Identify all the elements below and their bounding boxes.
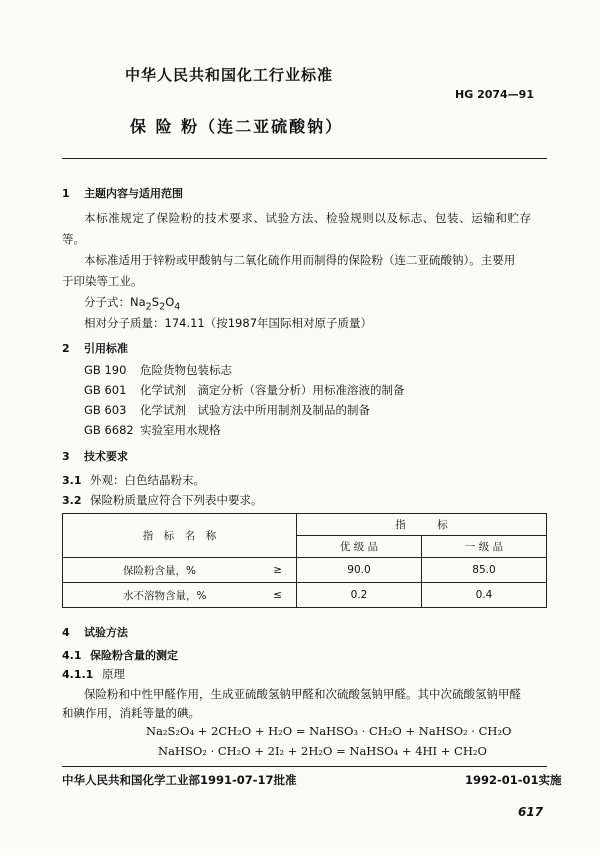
clause-3-1-number: 3.1 (62, 474, 82, 487)
reference-code: GB 603 (84, 403, 127, 417)
row-name: 保险粉含量，% (63, 558, 264, 583)
principle-line-1: 保险粉和中性甲醛作用，生成亚硫酸氢钠甲醛和次硫酸氢钠甲醛。其中次硫酸氢钠甲醛 (84, 687, 521, 701)
reference-item (84, 362, 232, 378)
formula-sub-2: 2 (159, 301, 166, 313)
reference-code: GB 601 (84, 383, 127, 397)
principle-line-2: 和碘作用，消耗等量的碘。 (62, 706, 200, 720)
section-1-number: 1 (62, 187, 70, 200)
reference-item (84, 382, 405, 398)
table-header-superior: 优 级 品 (297, 536, 422, 558)
clause-3-1 (62, 472, 205, 488)
formula-sub-3: 4 (174, 301, 181, 313)
reference-item (84, 422, 221, 438)
section-2-heading (62, 340, 128, 356)
section-3-title: 技术要求 (84, 450, 128, 463)
section-2-number: 2 (62, 342, 70, 355)
table-header-name: 指 标 名 称 (63, 514, 297, 558)
reference-text: 化学试剂 滴定分析（容量分析）用标准溶液的制备 (140, 383, 405, 397)
table-row (63, 558, 547, 583)
footer-divider (62, 766, 547, 767)
reference-text: 危险货物包装标志 (140, 363, 232, 377)
reference-text: 化学试剂 试验方法中所用制剂及制品的制备 (140, 403, 370, 417)
section-1-heading (62, 185, 183, 201)
applicability-paragraph-line-1: 本标准适用于锌粉或甲酸钠与二氧化硫作用而制得的保险粉（连二亚硫酸钠）。主要用 (84, 253, 516, 267)
reaction-equation-2: NaHSO₂ · CH₂O + 2I₂ + 2H₂O = NaHSO₄ + 4HI + CH₂O (158, 744, 487, 758)
section-4-title: 试验方法 (84, 626, 128, 639)
clause-4-1-number: 4.1 (62, 649, 82, 662)
effective-date: 1992-01-01实施 (465, 773, 562, 787)
clause-4-1-1-number: 4.1.1 (62, 668, 94, 681)
reference-code: GB 190 (84, 363, 127, 377)
section-2-title: 引用标准 (84, 342, 128, 355)
scope-paragraph-line-2: 等。 (62, 232, 85, 246)
clause-4-1-title: 保险粉含量的测定 (90, 649, 178, 662)
row-superior-value: 90.0 (297, 558, 422, 583)
reference-item (84, 402, 370, 418)
row-first-value: 0.4 (422, 583, 547, 608)
applicability-paragraph-line-2: 于印染等工业。 (62, 274, 143, 288)
section-1-title: 主题内容与适用范围 (84, 187, 183, 200)
standard-code: HG 2074—91 (455, 88, 534, 101)
clause-3-1-text: 外观：白色结晶粉末。 (90, 473, 205, 487)
row-operator: ≤ (264, 583, 297, 608)
molecular-mass: 相对分子质量：174.11（按1987年国际相对原子质量） (84, 316, 373, 330)
reaction-equation-1: Na₂S₂O₄ + 2CH₂O + H₂O = NaHSO₃ · CH₂O + NaHSO₂ · CH₂O (146, 724, 512, 738)
formula-label: 分子式： (84, 295, 130, 309)
formula-part-s: S (151, 295, 160, 309)
section-4-heading (62, 624, 128, 640)
header-divider (62, 158, 547, 159)
scope-paragraph-line-1: 本标准规定了保险粉的技术要求、试验方法、检验规则以及标志、包装、运输和贮存 (84, 211, 532, 225)
section-4-number: 4 (62, 626, 70, 639)
table-row (63, 583, 547, 608)
quality-requirements-table (62, 513, 547, 608)
reference-text: 实验室用水规格 (140, 423, 221, 437)
row-name: 水不溶物含量，% (63, 583, 264, 608)
section-3-number: 3 (62, 450, 70, 463)
row-operator: ≥ (264, 558, 297, 583)
molecular-formula (84, 294, 180, 312)
clause-3-2 (62, 492, 263, 508)
formula-sub-1: 2 (145, 301, 152, 313)
document-title: 保 险 粉（连二亚硫酸钠） (130, 117, 344, 136)
clause-3-2-number: 3.2 (62, 494, 82, 507)
formula-part-na: Na (130, 295, 146, 309)
page-number: 617 (518, 805, 544, 819)
row-first-value: 85.0 (422, 558, 547, 583)
formula-part-o: O (165, 295, 175, 309)
standard-organization: 中华人民共和国化工行业标准 (125, 66, 334, 84)
reference-code: GB 6682 (84, 423, 134, 437)
clause-3-2-text: 保险粉质量应符合下列表中要求。 (90, 493, 263, 507)
clause-4-1 (62, 647, 178, 663)
clause-4-1-1-title: 原理 (102, 667, 125, 681)
section-3-heading (62, 448, 128, 464)
table-header-first: 一 级 品 (422, 536, 547, 558)
clause-4-1-1 (62, 666, 125, 682)
approval-line: 中华人民共和国化学工业部1991-07-17批准 (62, 773, 297, 787)
row-superior-value: 0.2 (297, 583, 422, 608)
table-header-index: 指 标 (297, 514, 547, 536)
